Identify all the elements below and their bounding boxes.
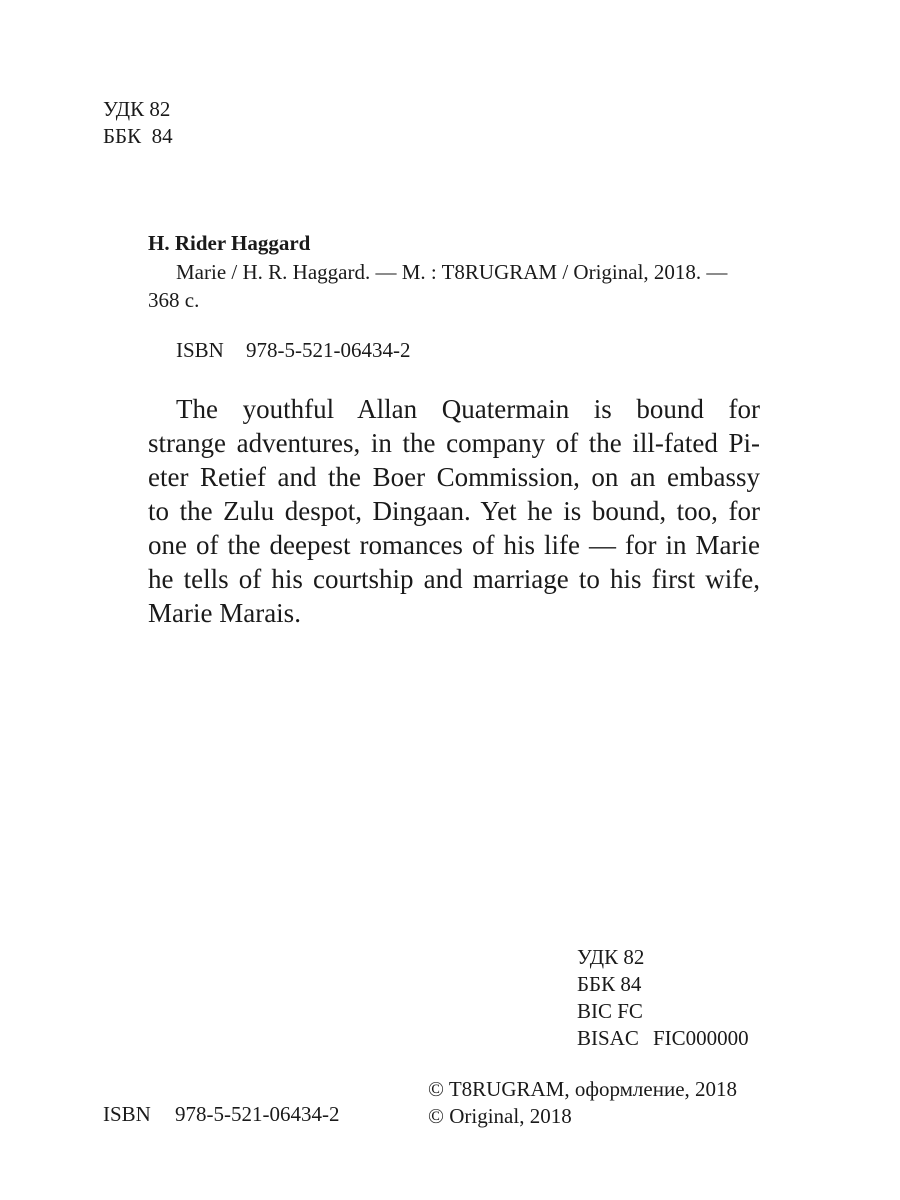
annotation-line: Marie Marais. [148,598,301,628]
isbn-top-value: 978-5-521-06434-2 [246,338,411,362]
top-classification-codes [103,96,173,150]
isbn-top [176,338,410,363]
bibliographic-record [148,258,788,314]
bottom-classification-codes [577,944,749,1052]
annotation-paragraph [148,392,760,630]
annotation-line: to the Zulu despot, Dingaan. Yet he is bound, too, for [148,496,760,526]
annotation-line: one of the deepest romances of his life — for in Marie [148,530,760,560]
udk-code-bottom: УДК 82 [577,945,645,969]
bisac-label: BISAC [577,1026,639,1050]
author-name: H. Rider Haggard [148,231,311,255]
annotation-line: The youthful Allan Quatermain is bound for [176,394,760,424]
udk-code: УДК 82 [103,97,171,121]
copyright-block [428,1076,737,1130]
bisac-value: FIC000000 [653,1026,749,1050]
annotation-line: he tells of his courtship and marriage to his first wife, [148,564,760,594]
copyright-original: © Original, 2018 [428,1104,572,1128]
bbk-code: ББК 84 [103,124,173,148]
copyright-design: © T8RUGRAM, оформление, 2018 [428,1077,738,1101]
isbn-top-label: ISBN [176,338,224,362]
isbn-bottom-label: ISBN [103,1102,151,1126]
bbk-code-bottom: ББК 84 [577,972,642,996]
biblio-line-pages: 368 с. [148,288,200,312]
biblio-line-title: Marie / H. R. Haggard. — M. : T8RUGRAM / Original, 2018. — [176,260,728,284]
isbn-bottom-value: 978-5-521-06434-2 [175,1102,340,1126]
annotation-line: eter Retief and the Boer Commission, on an embassy [148,462,760,492]
isbn-bottom [103,1102,339,1127]
annotation-line: strange adventures, in the company of the ill-fated Pi- [148,428,760,458]
bic-code: BIC FC [577,999,643,1023]
